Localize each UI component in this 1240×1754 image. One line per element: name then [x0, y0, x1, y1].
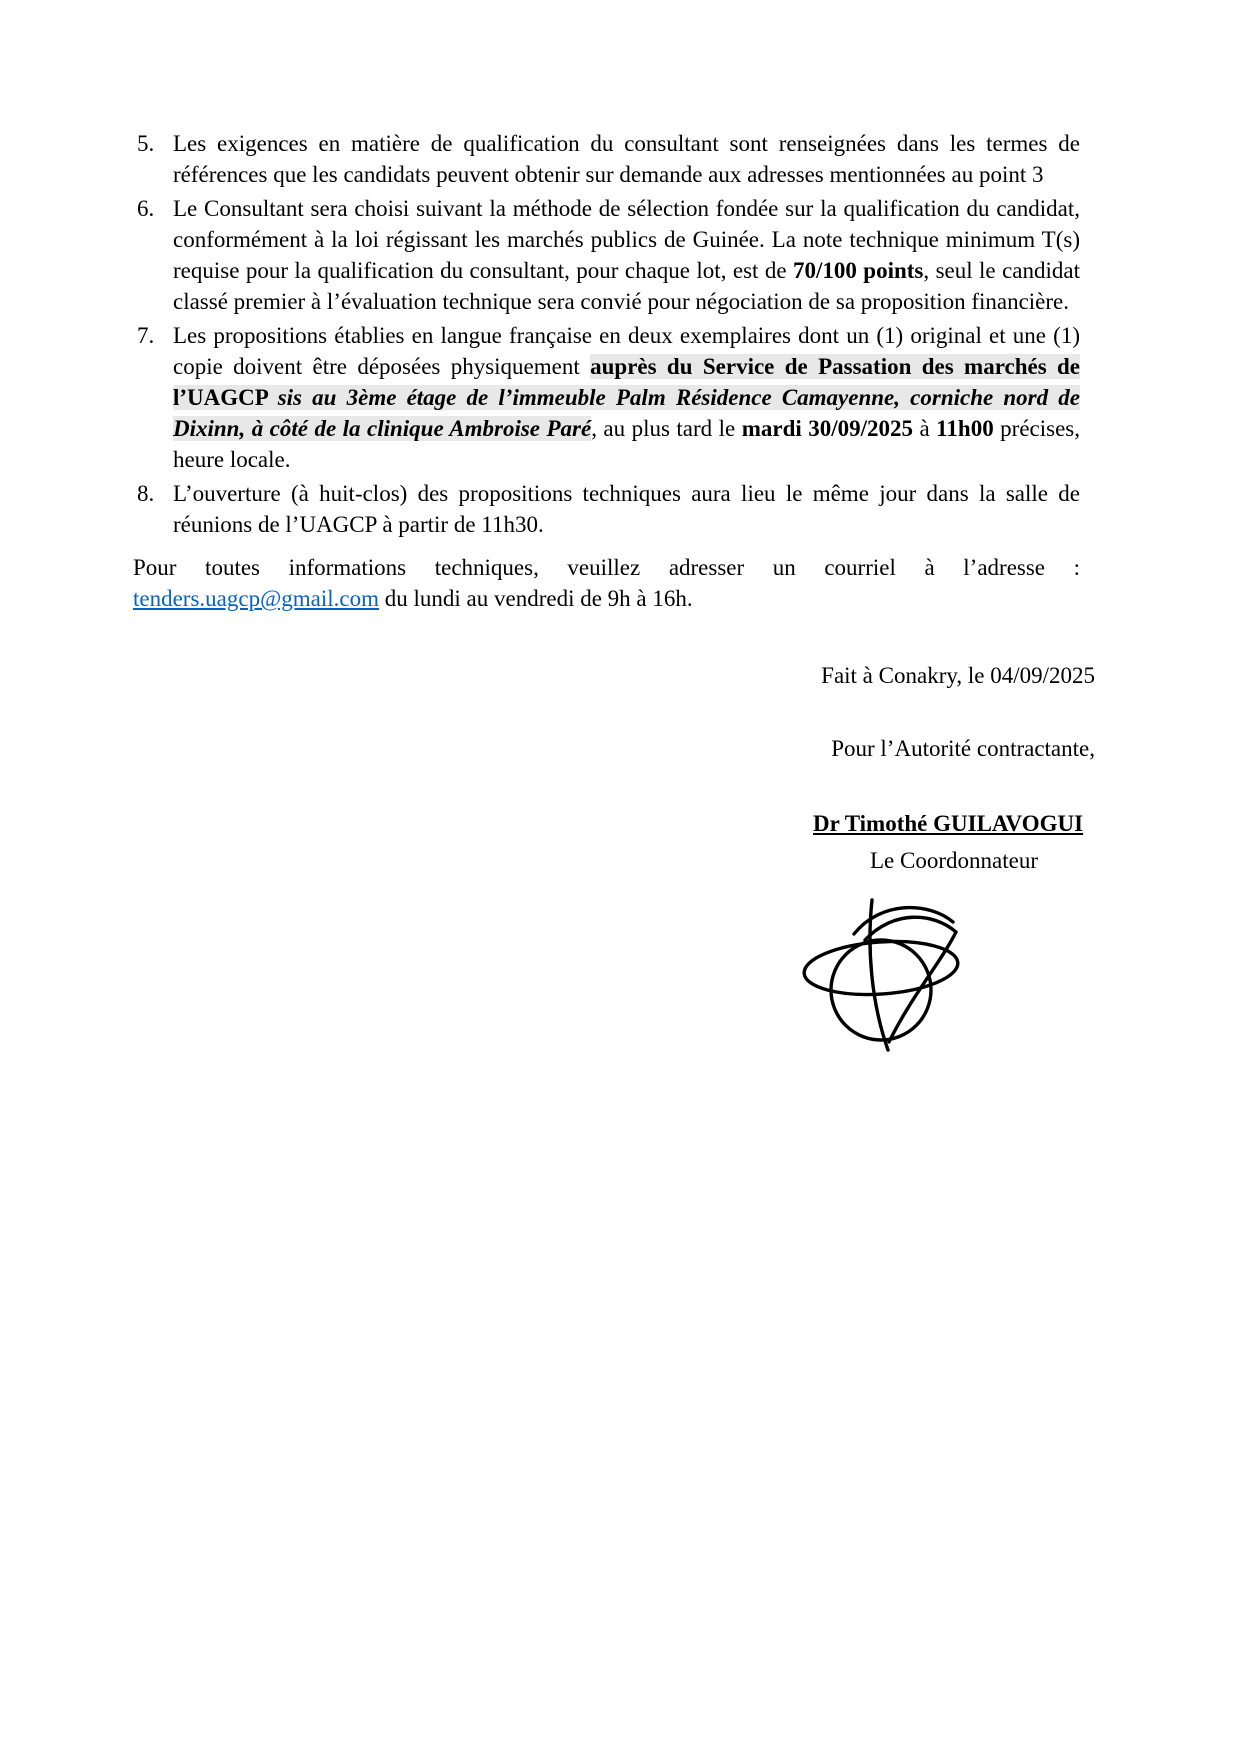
text-run: précises, heure locale.	[173, 416, 1080, 472]
list-item-6	[133, 193, 1080, 317]
numbered-list	[133, 128, 1080, 540]
list-item-number: 6.	[137, 196, 155, 221]
text-run: , au plus tard le	[591, 416, 742, 441]
list-item-7	[133, 320, 1080, 475]
text-run-bold-italic-highlighted: sis au 3ème étage de l’immeuble Palm Résidence Camayenne, corniche nord de Dixinn, à côté de la clinique Ambroise Paré	[173, 385, 1080, 441]
text-run-bold: 11h00	[936, 416, 994, 441]
list-item-text	[173, 478, 1080, 540]
authority-line: Pour l’Autorité contractante,	[831, 736, 1095, 761]
text-run: , seul le candidat classé premier à l’évaluation technique sera convié pour négociation de sa proposition financière.	[173, 258, 1080, 314]
text-run-bold-highlighted: auprès du Service de Passation des marchés de l’UAGCP	[173, 354, 1081, 410]
signatory-title: Le Coordonnateur	[870, 848, 1038, 873]
text-run: à	[913, 416, 937, 441]
contact-line-1: Pour toutes informations techniques, veuillez adresser un courriel à l’adresse :	[133, 555, 1080, 580]
text-run-bold: 70/100 points	[792, 258, 924, 283]
signatory-name: Dr Timothé GUILAVOGUI	[813, 811, 1084, 836]
list-item-5	[133, 128, 1080, 190]
closing-block	[813, 660, 1095, 1065]
list-item-number: 5.	[137, 131, 155, 156]
list-item-number: 7.	[137, 323, 155, 348]
text-run-bold: mardi 30/09/2025	[741, 416, 914, 441]
list-item-8	[133, 478, 1080, 540]
date-place-line: Fait à Conakry, le 04/09/2025	[821, 663, 1095, 688]
text-run: Les exigences en matière de qualification du consultant sont renseignées dans les termes de références que les candidats peuvent obtenir sur demande aux adresses mentionnées au point 3	[173, 131, 1080, 187]
list-item-text	[173, 320, 1080, 475]
contact-line-2	[133, 583, 1080, 614]
contact-line-2-rest: du lundi au vendredi de 9h à 16h.	[379, 586, 693, 611]
list-item-text	[173, 128, 1080, 190]
text-run: Le Consultant sera choisi suivant la méthode de sélection fondée sur la qualification du candidat, conformément à la loi régissant les marchés publics de Guinée. La note technique minimum T(s) requise pour la qualification du consultant, pour chaque lot, est de	[173, 196, 1080, 283]
contact-paragraph	[133, 552, 1080, 614]
list-item-text	[173, 193, 1080, 317]
signature-scribble	[801, 892, 1095, 1065]
list-item-number: 8.	[137, 481, 155, 506]
text-run: L’ouverture (à huit-clos) des propositions techniques aura lieu le même jour dans la salle de réunions de l’UAGCP à partir de 11h30.	[173, 481, 1080, 537]
text-run: Les propositions établies en langue française en deux exemplaires dont un (1) original et une (1) copie doivent être déposées physiquement	[173, 323, 1080, 379]
email-link[interactable]: tenders.uagcp@gmail.com	[133, 586, 379, 611]
